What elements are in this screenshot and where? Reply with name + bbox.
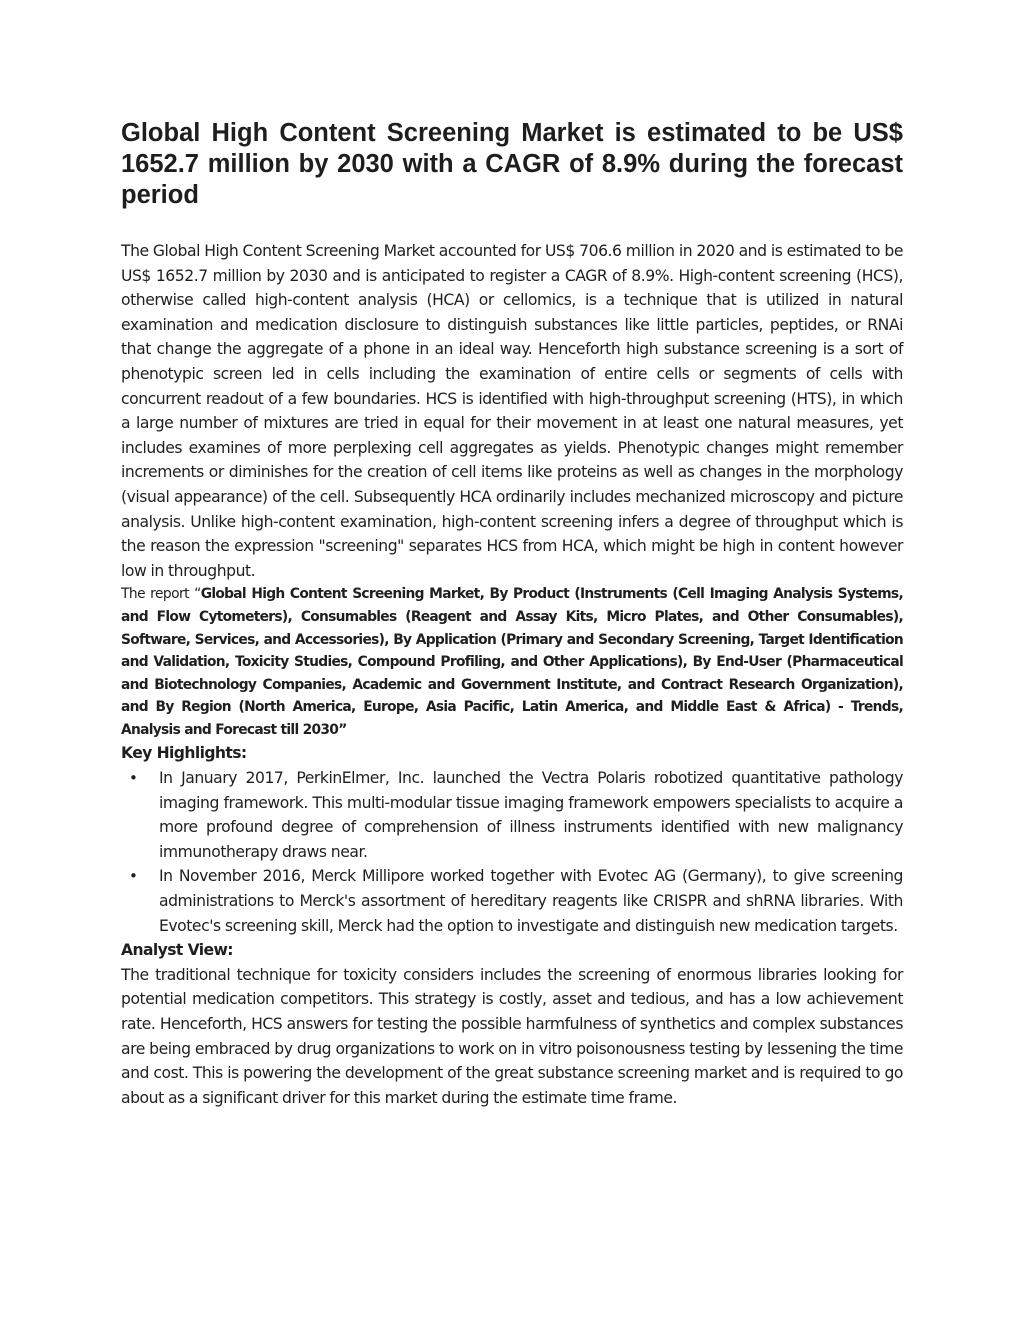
list-item — [121, 864, 903, 938]
bullet-icon: • — [129, 867, 138, 886]
report-title: Global High Content Screening Market, By Product (Instruments (Cell Imaging Analysis Systems, and Flow Cytometers), Consumables (Reagent and Assay Kits, Micro Plates, and Other Consumables), Software, Services, and Accessories), By Application (Primary and Secondary Screening, Target Identification and Validation, Toxicity Studies, Compound Profiling, and Other Applications), By End-User (Pharmaceutical and Biotechnology Companies, Academic and Government Institute, and Contract Research Organization), and By Region (North America, Europe, Asia Pacific, Latin America, and Middle East & Africa) - Trends, Analysis and Forecast till 2030” — [121, 586, 903, 738]
highlight-text: In November 2016, Merck Millipore worked together with Evotec AG (Germany), to give screening administrations to Merck's assortment of hereditary reagents like CRISPR and shRNA libraries. With Evotec's screening skill, Merck had the option to investigate and distinguish new medication targets. — [159, 867, 903, 935]
analyst-view-paragraph: The traditional technique for toxicity considers includes the screening of enormous libraries looking for potential medication competitors. This strategy is costly, asset and tedious, and has a low achievement rate. Henceforth, HCS answers for testing the possible harmfulness of synthetics and complex substances are being embraced by drug organizations to work on in vitro poisonousness testing by lessening the time and cost. This is powering the development of the great substance screening market and is required to go about as a significant driver for this market during the estimate time frame. — [121, 965, 903, 1107]
highlights-list — [121, 766, 903, 938]
document-title: Global High Content Screening Market is estimated to be US$ 1652.7 million by 2030 with a CAGR of 8.9% during the forecast period — [121, 119, 903, 209]
bullet-icon: • — [129, 769, 138, 788]
analyst-view-heading: Analyst View: — [121, 941, 233, 960]
report-paragraph — [121, 583, 903, 741]
key-highlights-heading: Key Highlights: — [121, 744, 247, 763]
document-page — [121, 118, 903, 1110]
list-item — [121, 766, 903, 864]
report-prefix: The report “ — [121, 586, 201, 603]
intro-paragraph: The Global High Content Screening Market accounted for US$ 706.6 million in 2020 and is estimated to be US$ 1652.7 million by 2030 and is anticipated to register a CAGR of 8.9%. High-content screening (HCS), otherwise called high-content analysis (HCA) or cellomics, is a technique that is utilized in natural examination and medication disclosure to distinguish substances like little particles, peptides, or RNAi that change the aggregate of a phone in an ideal way. Henceforth high substance screening is a sort of phenotypic screen led in cells including the examination of entire cells or segments of cells with concurrent readout of a few boundaries. HCS is identified with high-throughput screening (HTS), in which a large number of mixtures are tried in equal for their movement in at least one natural measures, yet includes examines of more perplexing cell aggregates as yields. Phenotypic changes might remember increments or diminishes for the creation of cell items like proteins as well as changes in the morphology (visual appearance) of the cell. Subsequently HCA ordinarily includes mechanized microscopy and picture analysis. Unlike high-content examination, high-content screening infers a degree of throughput which is the reason the expression "screening" separates HCS from HCA, which might be high in content however low in throughput. — [121, 242, 903, 580]
highlight-text: In January 2017, PerkinElmer, Inc. launched the Vectra Polaris robotized quantitative pathology imaging framework. This multi-modular tissue imaging framework empowers specialists to acquire a more profound degree of comprehension of illness instruments identified with new malignancy immunotherapy draws near. — [159, 769, 903, 861]
